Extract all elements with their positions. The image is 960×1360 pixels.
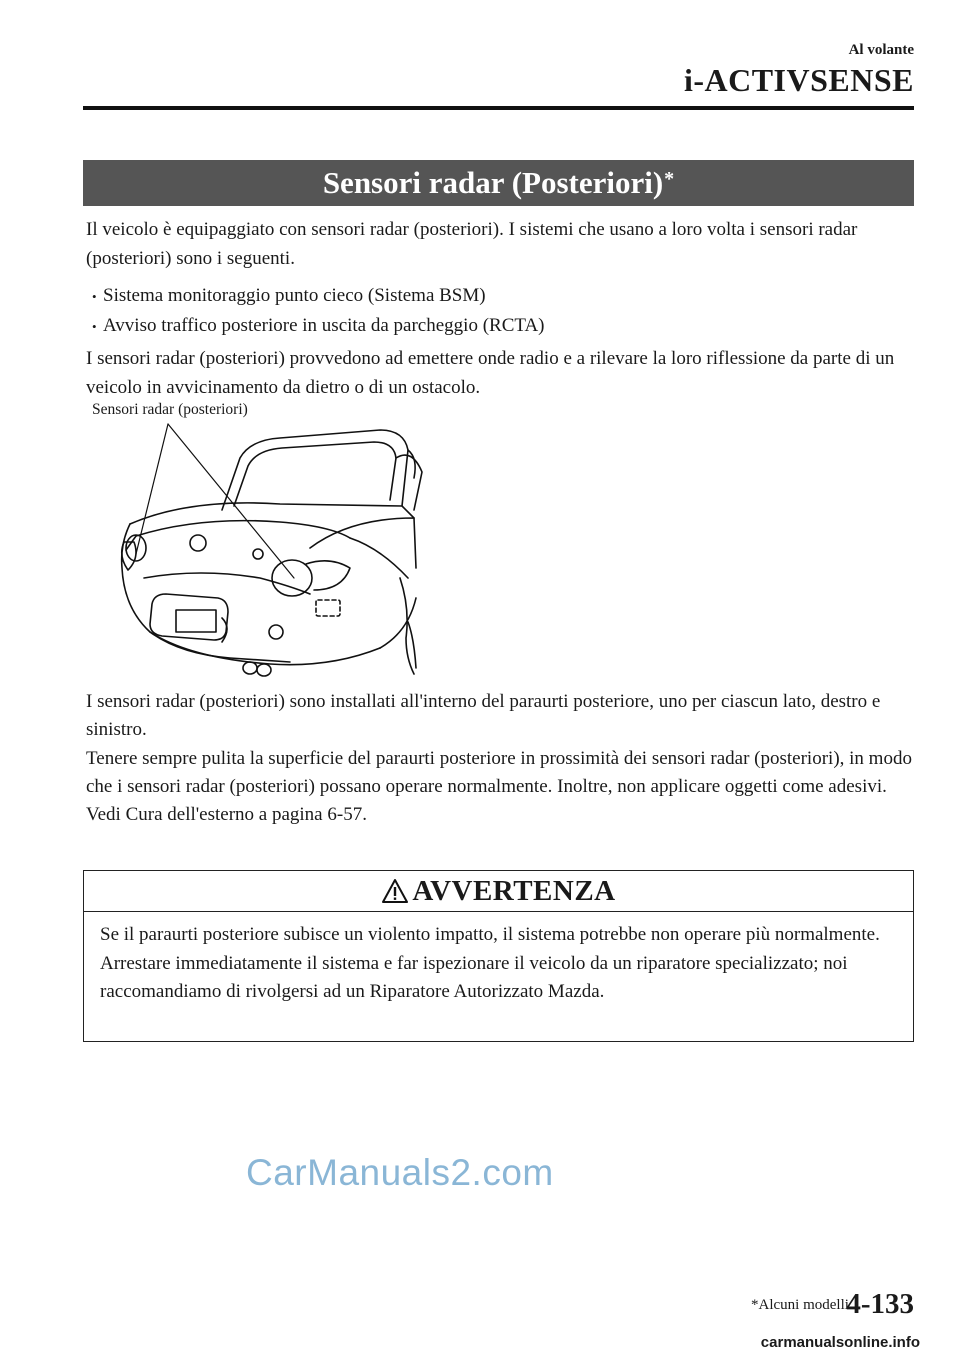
list-item-text: Sistema monitoraggio punto cieco (Sistema BSM) [103, 285, 486, 306]
intro-paragraph: Il veicolo è equipaggiato con sensori radar (posteriori). I sistemi che usano a loro volta i sensori radar (posteriori) sono i seguenti. [86, 219, 858, 269]
footnote: *Alcuni modelli. [751, 1297, 853, 1313]
page-title-text: Sensori radar (Posteriori) [322, 165, 664, 200]
bullet-icon: • [92, 319, 97, 334]
page-number: 4-133 [846, 1288, 914, 1320]
bullet-icon: • [92, 289, 97, 304]
cross-reference: Vedi Cura dell'esterno a pagina 6-57. [86, 804, 367, 826]
watermark: CarManuals2.com [246, 1152, 554, 1193]
description-paragraph: I sensori radar (posteriori) provvedono ad emettere onde radio e a rilevare la loro riflessione da parte di un veicolo in avvicinamento da dietro o di un ostacolo. [86, 348, 895, 398]
paragraph: I sensori radar (posteriori) sono installati all'interno del paraurti posteriore, uno per ciascun lato, destro e sinistro. [86, 691, 881, 741]
warning-header [84, 871, 913, 912]
warning-triangle-icon [381, 878, 409, 904]
list-item [92, 281, 545, 311]
section-label: Al volante [848, 42, 914, 58]
installation-text [86, 688, 921, 829]
paragraph: Tenere sempre pulita la superficie del paraurti posteriore in prossimità dei sensori radar (posteriori), in modo che i sensori radar (posteriori) possano operare normalmente. Inoltre, non applicare oggetti come adesivi. [86, 747, 912, 797]
warning-text: Se il paraurti posteriore subisce un violento impatto, il sistema potrebbe non operare più normalmente. Arrestare immediatamente il sistema e far ispezionare il veicolo da un riparatore specializzato; noi raccomandiamo di rivolgersi ad un Riparatore Autorizzato Mazda. [100, 924, 880, 1002]
list-item-text: Avviso traffico posteriore in uscita da parcheggio (RCTA) [103, 315, 545, 336]
rear-car-illustration [110, 418, 430, 680]
page-title [83, 160, 914, 206]
figure-callout-label: Sensori radar (posteriori) [92, 401, 248, 418]
warning-heading: AVVERTENZA [412, 874, 616, 907]
system-list [92, 281, 545, 341]
site-watermark: carmanualsonline.info [760, 1334, 920, 1351]
list-item [92, 311, 545, 341]
optional-marker: * [664, 167, 675, 190]
chapter-title: i-ACTIVSENSE [683, 62, 914, 98]
header-divider [83, 106, 914, 110]
warning-box [83, 870, 914, 1042]
